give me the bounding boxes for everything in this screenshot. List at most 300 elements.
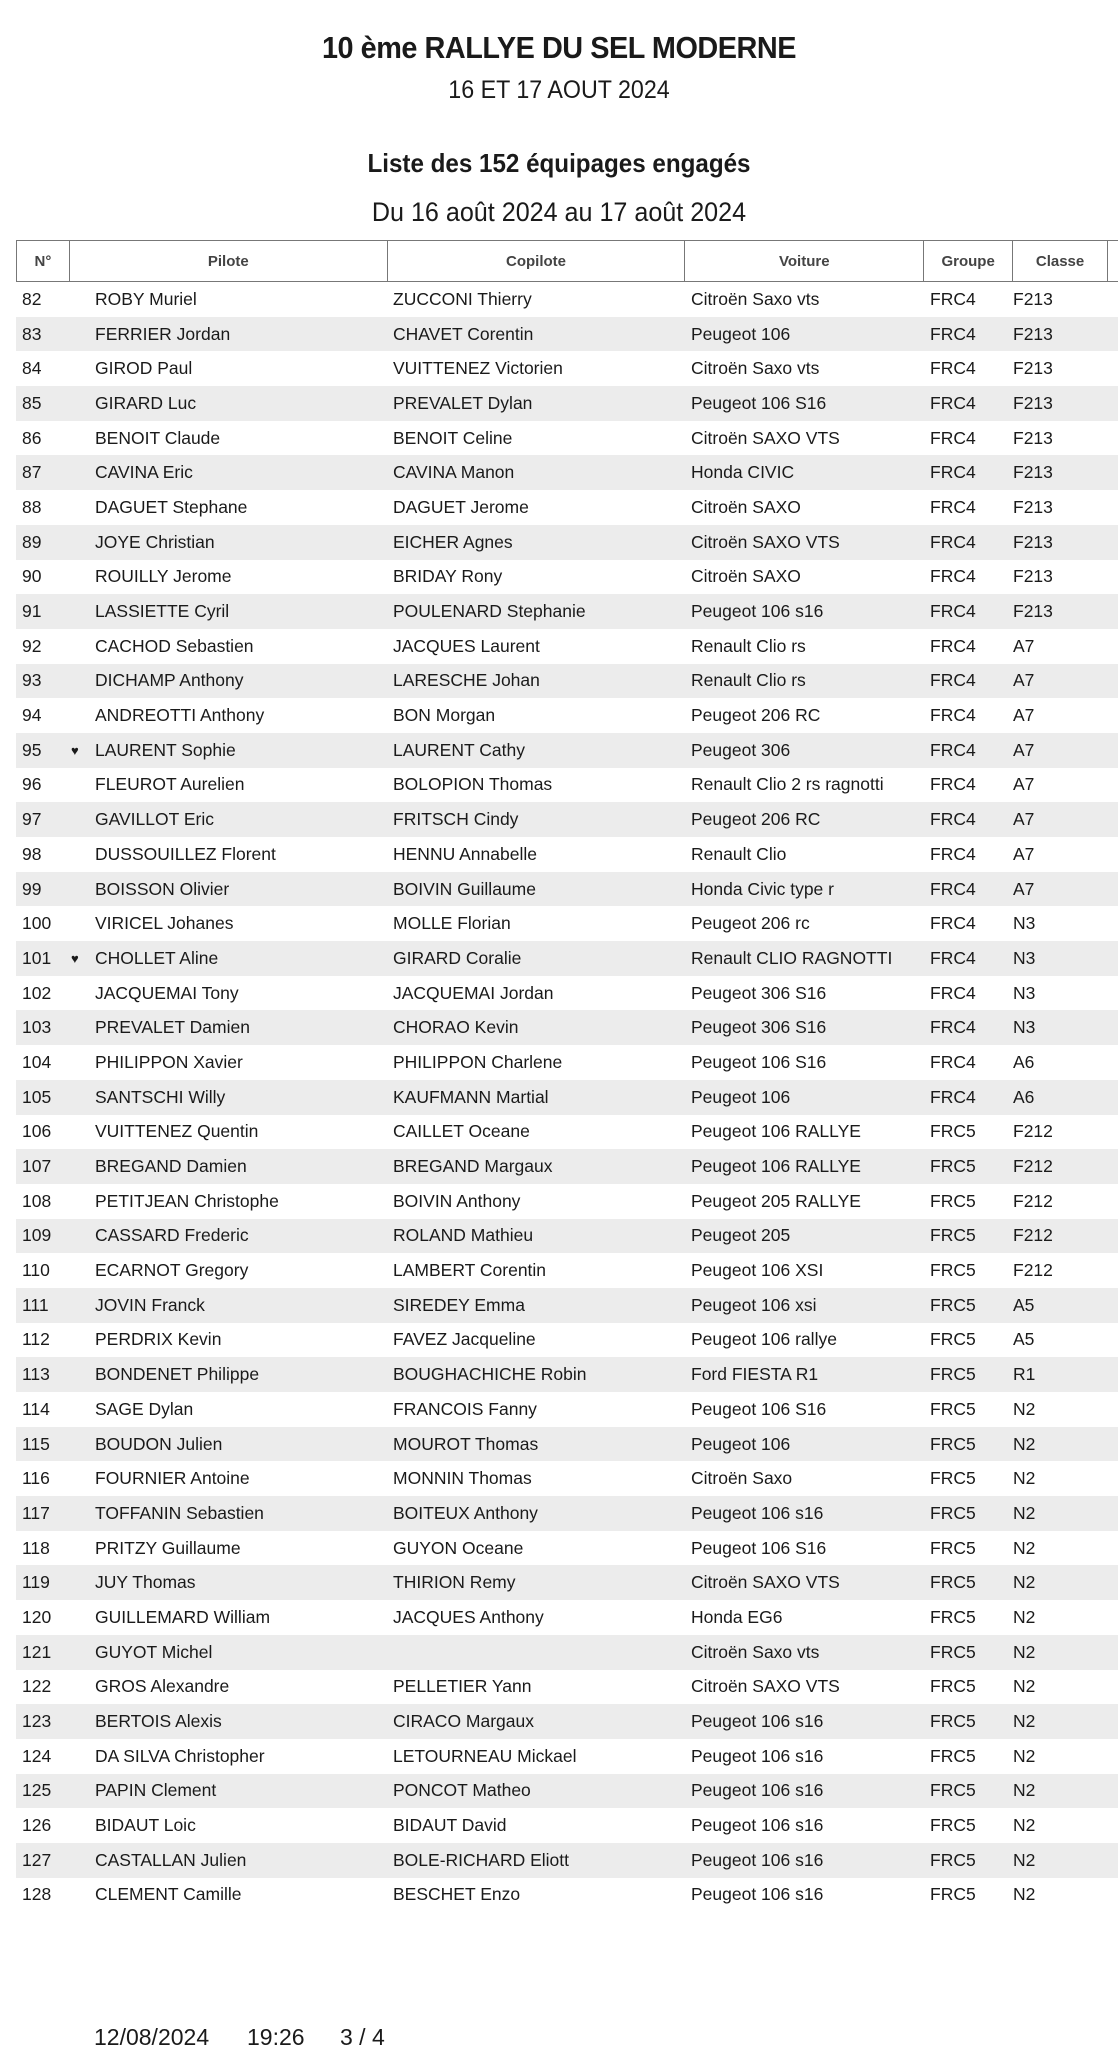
copilote-name: CHAVET Corentin (393, 323, 534, 344)
col-header-classe: Classe (1013, 241, 1108, 281)
col-header-copilote: Copilote (388, 241, 686, 281)
table-row (16, 1808, 1118, 1843)
group: FRC5 (930, 1398, 976, 1419)
group: FRC5 (930, 1190, 976, 1211)
col-header-number: N° (17, 241, 70, 281)
entry-number: 121 (22, 1641, 52, 1662)
car-model: Peugeot 106 (691, 1086, 791, 1107)
copilote-name: JACQUEMAI Jordan (393, 982, 554, 1003)
entry-number: 124 (22, 1745, 52, 1766)
class: F213 (1013, 358, 1053, 379)
entry-number: 101 (22, 947, 52, 968)
pilote-name: JOVIN Franck (95, 1294, 205, 1315)
pilote-name: ANDREOTTI Anthony (95, 705, 265, 726)
copilote-name: LAURENT Cathy (393, 739, 525, 760)
class: N2 (1013, 1502, 1036, 1523)
entry-number: 94 (22, 705, 42, 726)
document-title: 10 ème RALLYE DU SEL MODERNE (321, 30, 797, 65)
car-model: Peugeot 106 S16 (691, 1398, 827, 1419)
car-model: Peugeot 106 s16 (691, 601, 824, 622)
group: FRC5 (930, 1849, 976, 1870)
car-model: Honda CIVIC (691, 462, 795, 483)
copilote-name: BOIVIN Anthony (393, 1190, 521, 1211)
class: N2 (1013, 1745, 1036, 1766)
car-model: Citroën SAXO VTS (691, 427, 840, 448)
table-row (16, 906, 1118, 941)
copilote-name: EICHER Agnes (393, 531, 513, 552)
group: FRC4 (930, 496, 976, 517)
print-date: 12/08/2024 (94, 2024, 210, 2050)
entry-number: 113 (22, 1364, 50, 1385)
class: F213 (1013, 392, 1053, 413)
car-model: Citroën SAXO VTS (691, 531, 840, 552)
table-row (16, 317, 1118, 352)
group: FRC5 (930, 1260, 976, 1281)
class: N2 (1013, 1780, 1036, 1801)
class: A7 (1013, 878, 1035, 899)
class: N2 (1013, 1676, 1036, 1697)
group: FRC4 (930, 774, 976, 795)
copilote-name: JACQUES Laurent (393, 635, 540, 656)
copilote-name: THIRION Remy (393, 1572, 516, 1593)
car-model: Peugeot 106 S16 (691, 1537, 827, 1558)
table-row (16, 976, 1118, 1011)
group: FRC5 (930, 1364, 976, 1385)
copilote-name: PONCOT Matheo (393, 1780, 531, 1801)
group: FRC5 (930, 1711, 976, 1732)
entry-number: 112 (22, 1329, 50, 1350)
col-header-pilote: Pilote (70, 241, 388, 281)
pilote-name: LASSIETTE Cyril (95, 601, 230, 622)
pilote-name: CASSARD Frederic (95, 1225, 249, 1246)
pilote-name: PRITZY Guillaume (95, 1537, 241, 1558)
pilote-name: CACHOD Sebastien (95, 635, 254, 656)
table-row (16, 1219, 1118, 1254)
pilote-name: PREVALET Damien (95, 1017, 250, 1038)
class: N3 (1013, 982, 1036, 1003)
table-row (16, 698, 1118, 733)
copilote-name: CAVINA Manon (393, 462, 515, 483)
entry-number: 123 (22, 1711, 52, 1732)
car-model: Peugeot 106 s16 (691, 1849, 824, 1870)
table-row (16, 872, 1118, 907)
group: FRC4 (930, 288, 976, 309)
copilote-name: CAILLET Oceane (393, 1121, 530, 1142)
entry-number: 126 (22, 1815, 52, 1836)
pilote-name: FLEUROT Aurelien (95, 774, 245, 795)
car-model: Peugeot 106 (691, 1433, 791, 1454)
table-row (16, 1531, 1118, 1566)
pilote-name: FOURNIER Antoine (95, 1468, 250, 1489)
group: FRC4 (930, 462, 976, 483)
class: F213 (1013, 323, 1053, 344)
copilote-name: PELLETIER Yann (393, 1676, 532, 1697)
car-model: Peugeot 205 RALLYE (691, 1190, 861, 1211)
pilote-name: SANTSCHI Willy (95, 1086, 226, 1107)
pilote-name: FERRIER Jordan (95, 323, 231, 344)
group: FRC5 (930, 1468, 976, 1489)
pilote-name: CASTALLAN Julien (95, 1849, 247, 1870)
entry-number: 107 (22, 1156, 52, 1177)
group: FRC5 (930, 1329, 976, 1350)
group: FRC4 (930, 843, 976, 864)
group: FRC4 (930, 913, 976, 934)
car-model: Ford FIESTA R1 (691, 1364, 819, 1385)
group: FRC5 (930, 1294, 976, 1315)
car-model: Citroën SAXO (691, 566, 801, 587)
class: N2 (1013, 1711, 1036, 1732)
entry-number: 104 (22, 1051, 52, 1072)
class: A7 (1013, 774, 1035, 795)
pilote-name: DICHAMP Anthony (95, 670, 244, 691)
class: N2 (1013, 1641, 1036, 1662)
entry-number: 89 (22, 531, 42, 552)
table-row (16, 1184, 1118, 1219)
group: FRC4 (930, 392, 976, 413)
class: A5 (1013, 1294, 1035, 1315)
entry-number: 117 (22, 1502, 50, 1523)
group: FRC5 (930, 1225, 976, 1246)
class: F212 (1013, 1225, 1053, 1246)
copilote-name: GUYON Oceane (393, 1537, 524, 1558)
copilote-name: BOITEUX Anthony (393, 1502, 538, 1523)
table-row (16, 1392, 1118, 1427)
pilote-name: BREGAND Damien (95, 1156, 247, 1177)
group: FRC4 (930, 427, 976, 448)
class: N2 (1013, 1537, 1036, 1558)
pilote-name: DA SILVA Christopher (95, 1745, 265, 1766)
copilote-name: MONNIN Thomas (393, 1468, 532, 1489)
copilote-name: BOUGHACHICHE Robin (393, 1364, 587, 1385)
car-model: Peugeot 106 XSI (691, 1260, 824, 1281)
class: F212 (1013, 1156, 1053, 1177)
copilote-name: CIRACO Margaux (393, 1711, 535, 1732)
copilote-name: POULENARD Stephanie (393, 601, 586, 622)
group: FRC4 (930, 323, 976, 344)
car-model: Renault Clio 2 rs ragnotti (691, 774, 884, 795)
entry-number: 85 (22, 392, 42, 413)
copilote-name: DAGUET Jerome (393, 496, 529, 517)
group: FRC4 (930, 705, 976, 726)
col-header-spacer (1108, 241, 1118, 281)
pilote-name: BOUDON Julien (95, 1433, 223, 1454)
col-header-voiture: Voiture (685, 241, 924, 281)
copilote-name: FAVEZ Jacqueline (393, 1329, 536, 1350)
car-model: Peugeot 106 RALLYE (691, 1121, 861, 1142)
car-model: Peugeot 205 (691, 1225, 791, 1246)
car-model: Peugeot 106 S16 (691, 1051, 827, 1072)
table-row (16, 455, 1118, 490)
table-row (16, 594, 1118, 629)
copilote-name: GIRARD Coralie (393, 947, 522, 968)
copilote-name: MOUROT Thomas (393, 1433, 539, 1454)
group: FRC5 (930, 1156, 976, 1177)
pilote-name: BIDAUT Loic (95, 1815, 196, 1836)
class: N2 (1013, 1572, 1036, 1593)
class: F213 (1013, 462, 1053, 483)
class: F212 (1013, 1260, 1053, 1281)
entry-number: 122 (22, 1676, 52, 1697)
copilote-name: BOLOPION Thomas (393, 774, 553, 795)
group: FRC4 (930, 878, 976, 899)
heart-icon: ♥ (71, 742, 79, 758)
entry-list-table (16, 240, 1118, 1912)
copilote-name: BOIVIN Guillaume (393, 878, 536, 899)
heart-icon: ♥ (71, 950, 79, 966)
group: FRC5 (930, 1815, 976, 1836)
entry-number: 127 (22, 1849, 52, 1870)
pilote-name: CHOLLET Aline (95, 947, 219, 968)
class: F212 (1013, 1121, 1053, 1142)
copilote-name: LARESCHE Johan (393, 670, 540, 691)
entry-number: 120 (22, 1606, 52, 1627)
table-row (16, 664, 1118, 699)
pilote-name: GUILLEMARD William (95, 1606, 271, 1627)
group: FRC4 (930, 1051, 976, 1072)
table-row (16, 629, 1118, 664)
copilote-name: BRIDAY Rony (393, 566, 503, 587)
entry-number: 102 (22, 982, 52, 1003)
group: FRC5 (930, 1502, 976, 1523)
pilote-name: PETITJEAN Christophe (95, 1190, 279, 1211)
entry-number: 93 (22, 670, 42, 691)
table-row (16, 837, 1118, 872)
pilote-name: ROBY Muriel (95, 288, 197, 309)
table-row (16, 490, 1118, 525)
table-row (16, 1704, 1118, 1739)
pilote-name: PHILIPPON Xavier (95, 1051, 243, 1072)
class: A7 (1013, 705, 1035, 726)
list-title: Liste des 152 équipages engagés (367, 148, 751, 178)
class: N2 (1013, 1815, 1036, 1836)
group: FRC4 (930, 635, 976, 656)
table-row (16, 560, 1118, 595)
table-row (16, 1600, 1118, 1635)
car-model: Peugeot 106 xsi (691, 1294, 817, 1315)
entry-number: 86 (22, 427, 42, 448)
pilote-name: PAPIN Clement (95, 1780, 217, 1801)
group: FRC4 (930, 531, 976, 552)
group: FRC5 (930, 1537, 976, 1558)
entry-number: 83 (22, 323, 42, 344)
entry-number: 96 (22, 774, 42, 795)
entry-number: 100 (22, 913, 52, 934)
table-row (16, 525, 1118, 560)
table-row (16, 1878, 1118, 1913)
group: FRC4 (930, 601, 976, 622)
car-model: Peugeot 206 RC (691, 705, 821, 726)
car-model: Citroën SAXO (691, 496, 801, 517)
table-row (16, 1080, 1118, 1115)
class: A6 (1013, 1086, 1035, 1107)
table-row (16, 1635, 1118, 1670)
table-row (16, 941, 1118, 976)
group: FRC4 (930, 358, 976, 379)
entry-number: 108 (22, 1190, 52, 1211)
pilote-name: SAGE Dylan (95, 1398, 194, 1419)
entry-number: 95 (22, 739, 42, 760)
entry-number: 91 (22, 601, 42, 622)
class: N2 (1013, 1884, 1036, 1905)
car-model: Renault Clio (691, 843, 787, 864)
entry-number: 128 (22, 1884, 52, 1905)
class: A7 (1013, 670, 1035, 691)
class: N3 (1013, 947, 1036, 968)
car-model: Peugeot 106 rallye (691, 1329, 837, 1350)
pilote-name: LAURENT Sophie (95, 739, 236, 760)
copilote-name: SIREDEY Emma (393, 1294, 525, 1315)
entry-number: 119 (22, 1572, 50, 1593)
copilote-name: BOLE-RICHARD Eliott (393, 1849, 570, 1870)
table-row (16, 421, 1118, 456)
car-model: Peugeot 306 S16 (691, 1017, 827, 1038)
table-row (16, 282, 1118, 317)
class: N2 (1013, 1606, 1036, 1627)
pilote-name: GUYOT Michel (95, 1641, 213, 1662)
pilote-name: JOYE Christian (95, 531, 215, 552)
table-row (16, 1288, 1118, 1323)
group: FRC4 (930, 739, 976, 760)
car-model: Peugeot 106 s16 (691, 1502, 824, 1523)
copilote-name: CHORAO Kevin (393, 1017, 519, 1038)
car-model: Peugeot 106 s16 (691, 1884, 824, 1905)
class: R1 (1013, 1364, 1036, 1385)
entry-number: 92 (22, 635, 42, 656)
copilote-name: KAUFMANN Martial (393, 1086, 549, 1107)
group: FRC5 (930, 1884, 976, 1905)
entry-number: 114 (22, 1398, 50, 1419)
copilote-name: BIDAUT David (393, 1815, 507, 1836)
table-row (16, 1357, 1118, 1392)
entry-number: 125 (22, 1780, 52, 1801)
car-model: Citroën SAXO VTS (691, 1572, 840, 1593)
pilote-name: TOFFANIN Sebastien (95, 1502, 264, 1523)
table-row (16, 1565, 1118, 1600)
table-row (16, 1739, 1118, 1774)
entry-number: 99 (22, 878, 42, 899)
group: FRC4 (930, 566, 976, 587)
copilote-name: FRITSCH Cindy (393, 809, 519, 830)
car-model: Renault Clio rs (691, 670, 806, 691)
group: FRC5 (930, 1433, 976, 1454)
group: FRC5 (930, 1745, 976, 1766)
entry-number: 111 (22, 1294, 49, 1315)
copilote-name: BON Morgan (393, 705, 496, 726)
copilote-name: LETOURNEAU Mickael (393, 1745, 577, 1766)
table-row (16, 733, 1118, 768)
group: FRC4 (930, 1017, 976, 1038)
group: FRC4 (930, 982, 976, 1003)
car-model: Citroën Saxo vts (691, 358, 820, 379)
page-footer (0, 2024, 1118, 2054)
pilote-name: CAVINA Eric (95, 462, 193, 483)
table-row (16, 1323, 1118, 1358)
class: F213 (1013, 531, 1053, 552)
class: N2 (1013, 1433, 1036, 1454)
pilote-name: BENOIT Claude (95, 427, 221, 448)
class: F212 (1013, 1190, 1053, 1211)
print-time: 19:26 (247, 2024, 305, 2050)
pilote-name: JACQUEMAI Tony (95, 982, 239, 1003)
pilote-name: BOISSON Olivier (95, 878, 230, 899)
copilote-name: PREVALET Dylan (393, 392, 533, 413)
copilote-name: FRANCOIS Fanny (393, 1398, 537, 1419)
pilote-name: GIROD Paul (95, 358, 193, 379)
class: N3 (1013, 1017, 1036, 1038)
car-model: Renault Clio rs (691, 635, 806, 656)
table-row (16, 351, 1118, 386)
group: FRC5 (930, 1676, 976, 1697)
pilote-name: GROS Alexandre (95, 1676, 230, 1697)
class: N2 (1013, 1398, 1036, 1419)
car-model: Honda Civic type r (691, 878, 834, 899)
entry-number: 110 (22, 1260, 50, 1281)
entry-number: 82 (22, 288, 42, 309)
car-model: Peugeot 106 (691, 323, 791, 344)
pilote-name: ROUILLY Jerome (95, 566, 232, 587)
table-row (16, 1045, 1118, 1080)
group: FRC5 (930, 1641, 976, 1662)
car-model: Peugeot 106 RALLYE (691, 1156, 861, 1177)
table-row (16, 1774, 1118, 1809)
pilote-name: PERDRIX Kevin (95, 1329, 222, 1350)
group: FRC4 (930, 947, 976, 968)
car-model: Citroën Saxo (691, 1468, 793, 1489)
car-model: Peugeot 306 S16 (691, 982, 827, 1003)
entry-number: 90 (22, 566, 42, 587)
car-model: Peugeot 106 s16 (691, 1780, 824, 1801)
group: FRC5 (930, 1121, 976, 1142)
entry-number: 106 (22, 1121, 52, 1142)
event-dates: 16 ET 17 AOUT 2024 (448, 76, 670, 104)
group: FRC4 (930, 670, 976, 691)
table-row (16, 1670, 1118, 1705)
class: N2 (1013, 1849, 1036, 1870)
class: F213 (1013, 601, 1053, 622)
table-body (16, 282, 1118, 1912)
car-model: Peugeot 106 S16 (691, 392, 827, 413)
entry-number: 87 (22, 462, 42, 483)
car-model: Peugeot 206 RC (691, 809, 821, 830)
entry-number: 97 (22, 809, 42, 830)
class: F213 (1013, 566, 1053, 587)
car-model: Citroën Saxo vts (691, 1641, 820, 1662)
pilote-name: GIRARD Luc (95, 392, 197, 413)
table-row (16, 1843, 1118, 1878)
copilote-name: VUITTENEZ Victorien (393, 358, 563, 379)
table-row (16, 386, 1118, 421)
table-row (16, 1461, 1118, 1496)
car-model: Citroën SAXO VTS (691, 1676, 840, 1697)
pilote-name: VUITTENEZ Quentin (95, 1121, 259, 1142)
class: F213 (1013, 427, 1053, 448)
entry-number: 115 (22, 1433, 50, 1454)
car-model: Peugeot 106 s16 (691, 1815, 824, 1836)
table-row (16, 1149, 1118, 1184)
car-model: Peugeot 106 s16 (691, 1711, 824, 1732)
table-row (16, 768, 1118, 803)
table-row (16, 1115, 1118, 1150)
group: FRC5 (930, 1780, 976, 1801)
table-row (16, 802, 1118, 837)
copilote-name: HENNU Annabelle (393, 843, 537, 864)
copilote-name: BESCHET Enzo (393, 1884, 521, 1905)
group: FRC5 (930, 1606, 976, 1627)
pilote-name: CLEMENT Camille (95, 1884, 242, 1905)
class: A7 (1013, 635, 1035, 656)
car-model: Citroën Saxo vts (691, 288, 820, 309)
entry-number: 105 (22, 1086, 52, 1107)
